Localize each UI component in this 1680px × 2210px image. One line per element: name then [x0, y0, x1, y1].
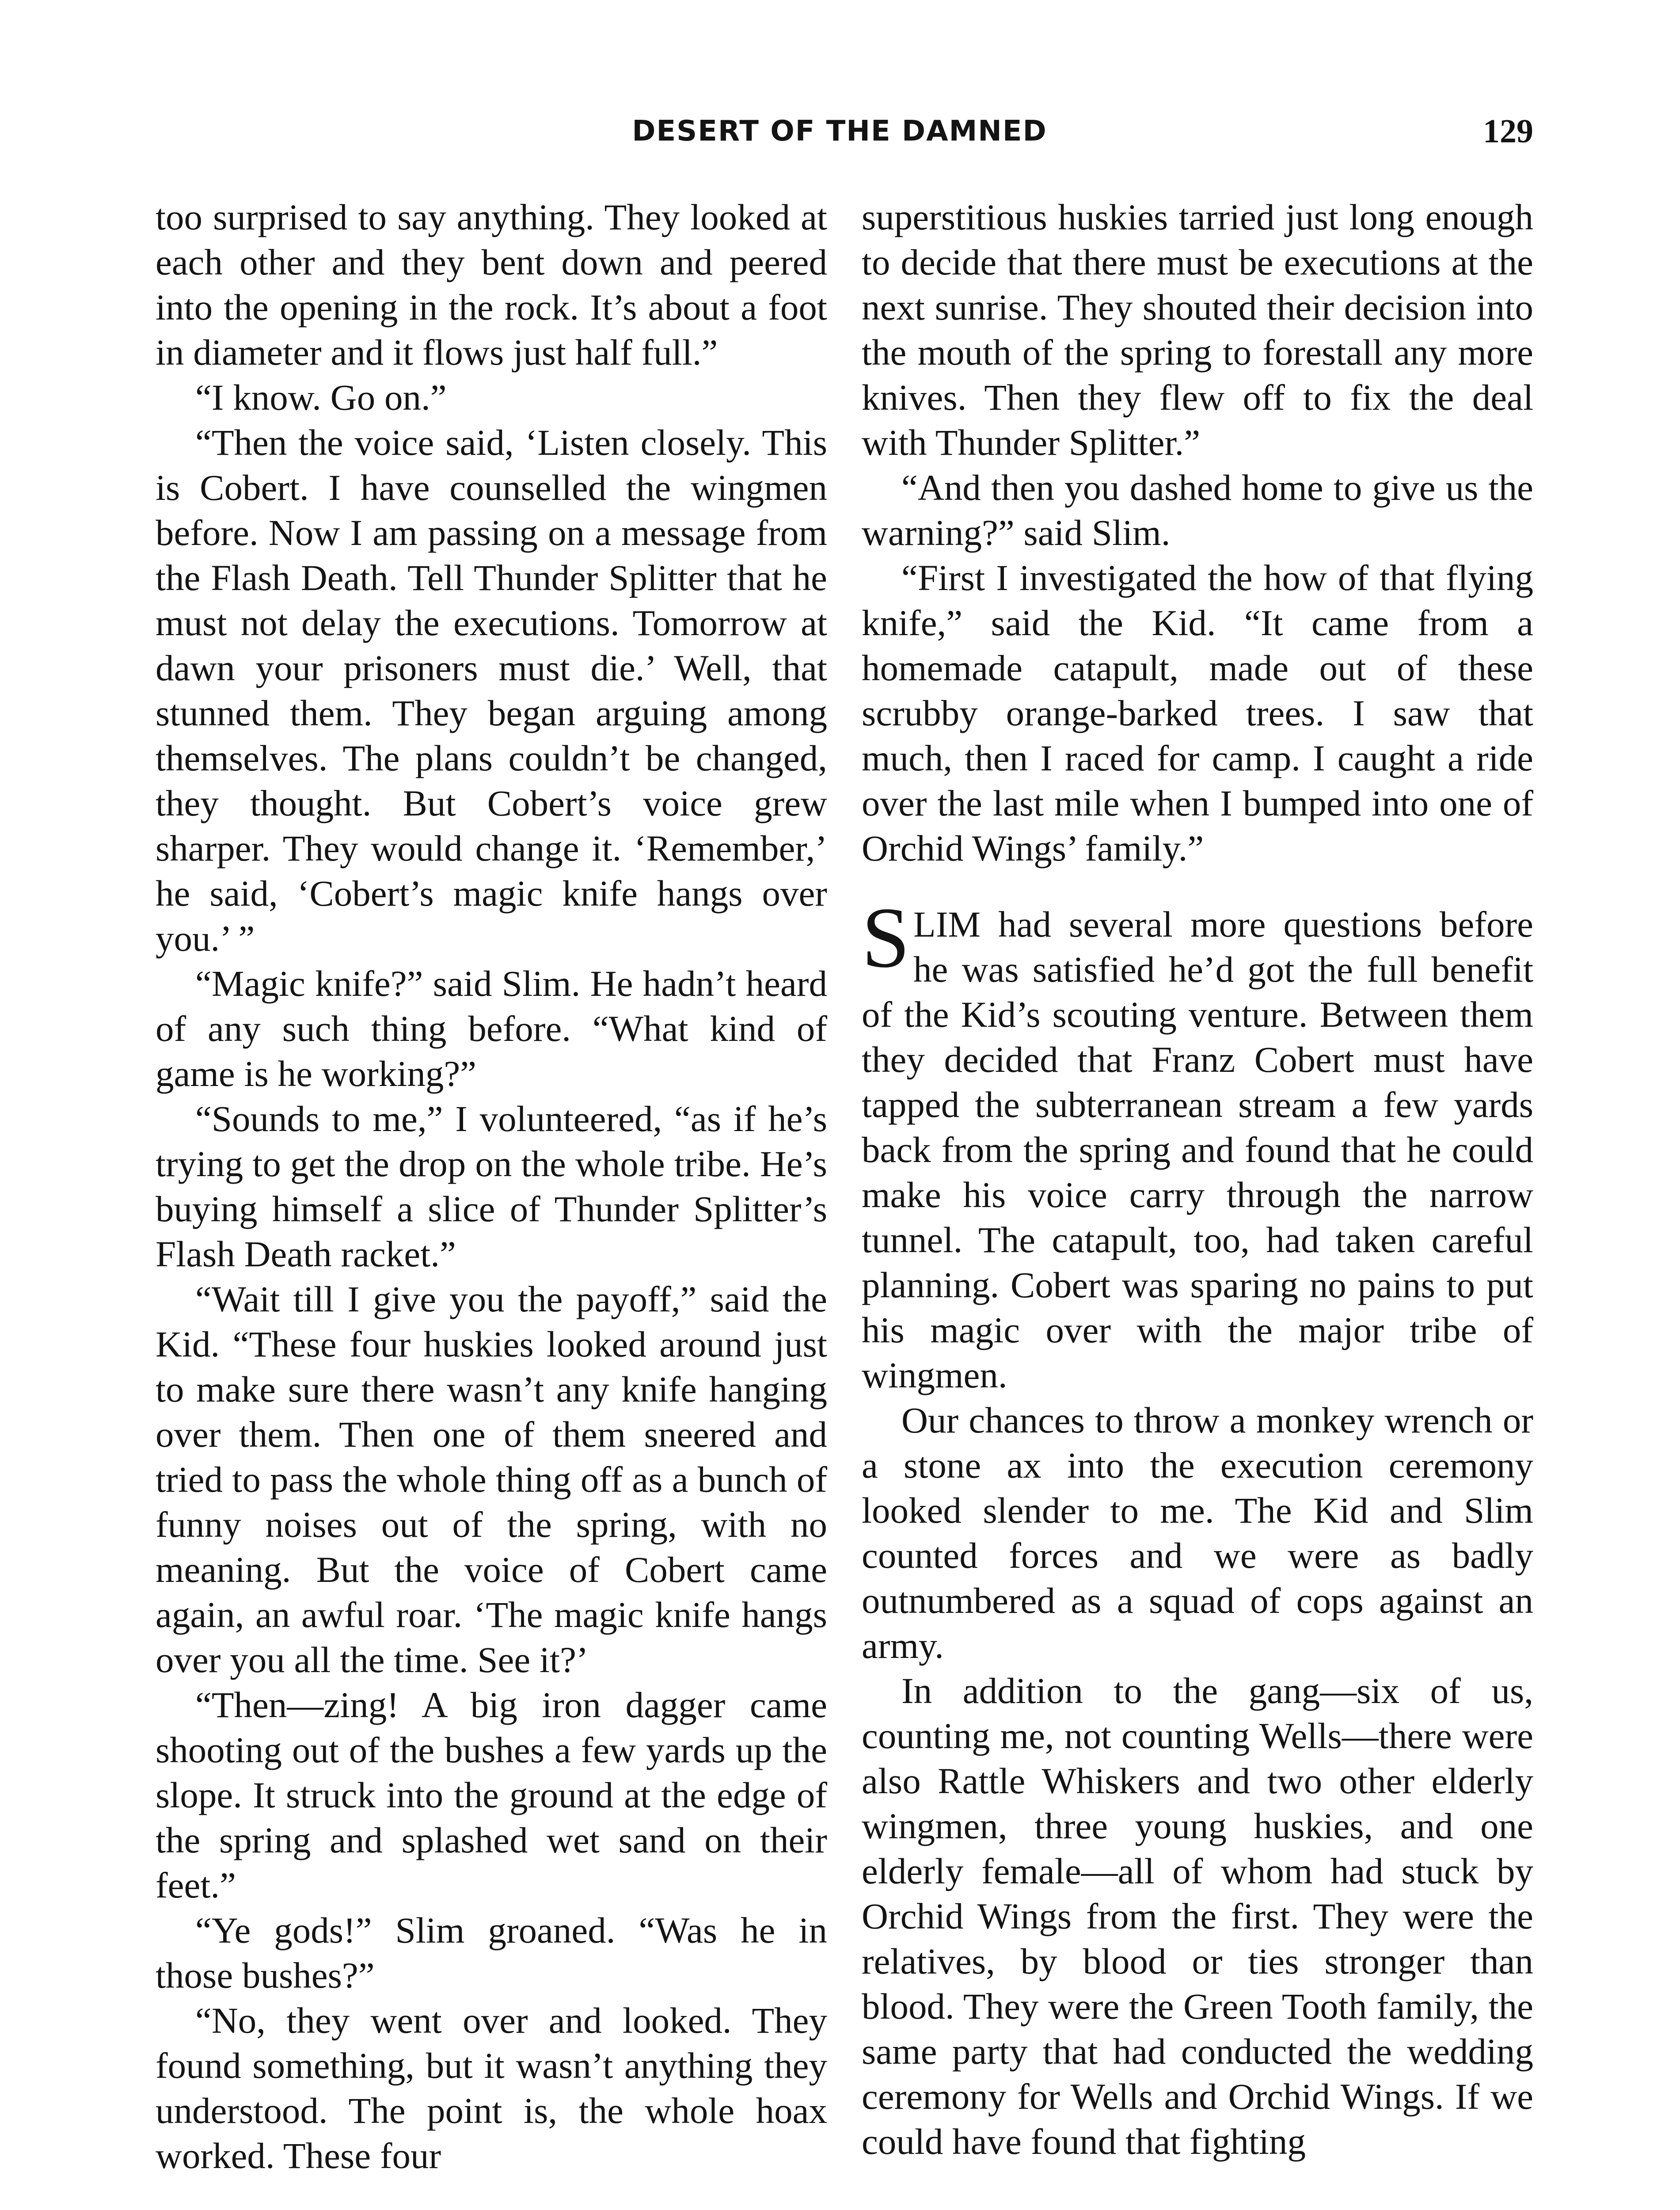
paragraph: “Magic knife?” said Slim. He hadn’t heard of any such thing before. “What kind of game is he working?” — [156, 963, 827, 1094]
drop-cap: S — [862, 890, 910, 986]
running-head — [155, 115, 1533, 168]
paragraph: “No, they went over and looked. They found something, but it wasn’t anything they understood. The point is, the whole hoax worked. These four — [156, 2000, 827, 2176]
paragraph: superstitious huskies tarried just long enough to decide that there must be executions at the next sunrise. They shouted their decision into the mouth of the spring to forestall any more knives. Then they flew off to fix the deal with Thunder Splitter.” — [862, 197, 1533, 463]
page-number: 129 — [1483, 113, 1533, 150]
paragraph-text: LIM had several more questions before he was satisfied he’d got the full benefit of the Kid’s scouting venture. Between them they decided that Franz Cobert must have tapped the subterranean stream a few yards back from the spring and found that he could make his voice carry through the narrow tunnel. The catapult, too, had taken careful planning. Cobert was sparing no pains to put his magic over with the major tribe of wingmen. — [862, 904, 1533, 1395]
paragraph: “And then you dashed home to give us the warning?” said Slim. — [862, 467, 1533, 553]
paragraph: “Ye gods!” Slim groaned. “Was he in those bushes?” — [156, 1910, 827, 1996]
running-title: DESERT OF THE DAMNED — [632, 115, 1047, 148]
paragraph: Our chances to throw a monkey wrench or a stone ax into the execution ceremony looked slender to me. The Kid and Slim counted forces and we were as badly outnumbered as a squad of cops against an army. — [862, 1400, 1533, 1666]
paragraph: “First I investigated the how of that flying knife,” said the Kid. “It came from a homemade catapult, made out of these scrubby orange-barked trees. I saw that much, then I raced for camp. I caught a ride over the last mile when I bumped into one of Orchid Wings’ family.” — [862, 557, 1533, 869]
paragraph: In addition to the gang—six of us, counting me, not counting Wells—there were also Rattle Whiskers and two other elderly wingmen, three young huskies, and one elderly female—all of whom had stuck by Orchid Wings from the first. They were the relatives, by blood or ties stronger than blood. They were the Green Tooth family, the same party that had conducted the wedding ceremony for Wells and Orchid Wings. If we could have found that fighting — [862, 1670, 1533, 2162]
left-column — [156, 194, 827, 2178]
paragraph: too surprised to say anything. They looked at each other and they bent down and peered into the opening in the rock. It’s about a foot in diameter and it flows just half full.” — [156, 197, 827, 373]
paragraph: “I know. Go on.” — [195, 377, 447, 418]
section-start-paragraph — [862, 890, 1533, 1398]
paragraph: “Wait till I give you the payoff,” said the Kid. “These four huskies looked around just to make sure there wasn’t any knife hanging over them. Then one of them sneered and tried to pass the whole thing off as a bunch of funny noises out of the spring, with no meaning. But the voice of Cobert came again, an awful roar. ‘The magic knife hangs over you all the time. See it?’ — [156, 1279, 827, 1680]
paragraph: “Sounds to me,” I volunteered, “as if he’s trying to get the drop on the whole tribe. He’s buying himself a slice of Thunder Splitter’s Flash Death racket.” — [156, 1098, 827, 1274]
right-column — [862, 194, 1533, 2164]
paragraph: “Then the voice said, ‘Listen closely. This is Cobert. I have counselled the wingmen before. Now I am passing on a message from the Flash Death. Tell Thunder Splitter that he must not delay the executions. Tomorrow at dawn your prisoners must die.’ Well, that stunned them. They began arguing among themselves. The plans couldn’t be changed, they thought. But Cobert’s voice grew sharper. They would change it. ‘Remember,’ he said, ‘Cobert’s magic knife hangs over you.’ ” — [156, 422, 827, 959]
paragraph: “Then—zing! A big iron dagger came shooting out of the bushes a few yards up the slope. It struck into the ground at the edge of the spring and splashed wet sand on their feet.” — [156, 1684, 827, 1905]
